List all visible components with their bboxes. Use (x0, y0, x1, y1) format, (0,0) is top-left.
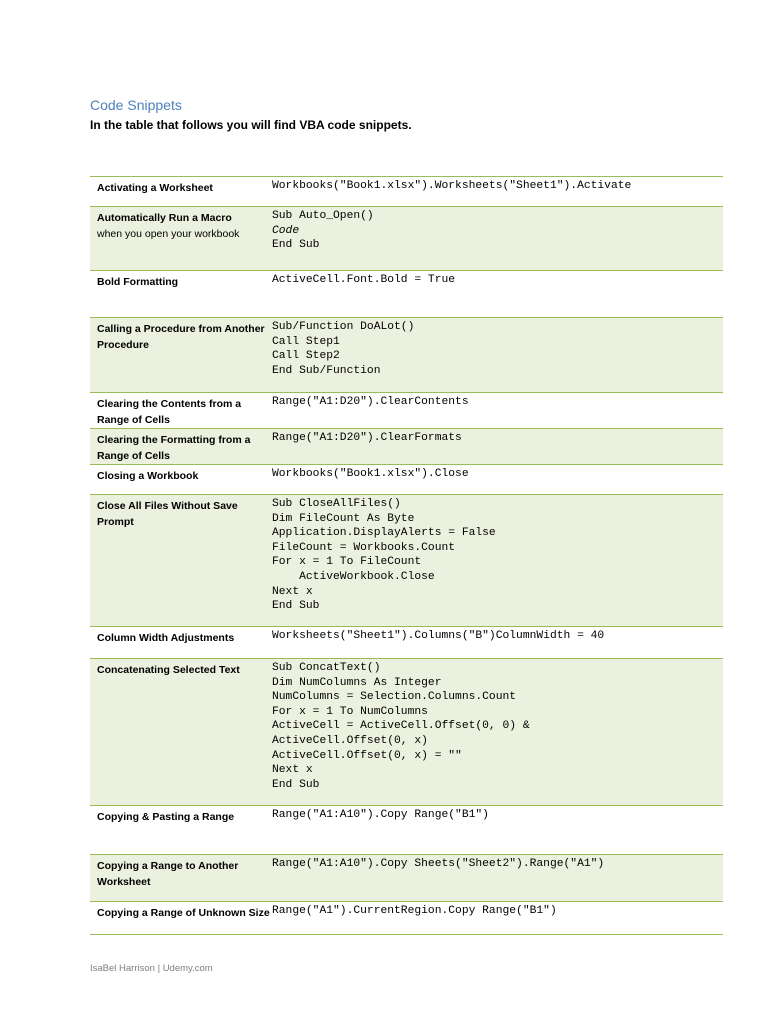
snippet-label-cell (90, 429, 271, 465)
snippet-label-cell (90, 627, 271, 659)
code-line: End Sub (272, 239, 320, 252)
table-row (90, 429, 723, 465)
snippet-title: Activating a Worksheet (97, 182, 213, 194)
snippet-title: Column Width Adjustments (97, 632, 235, 644)
code-line: Range("A1:D20").ClearContents (272, 396, 469, 408)
snippet-label-cell (90, 806, 271, 855)
code-line: Range("A1:D20").ClearFormats (272, 432, 462, 444)
table-row (90, 465, 723, 495)
code-line: Dim NumColumns As Integer (272, 676, 442, 689)
snippet-label-cell (90, 659, 271, 806)
code-line: Worksheets("Sheet1").Columns("B")ColumnWidth = 40 (272, 630, 605, 642)
code-line: Call Step1 (272, 335, 340, 348)
snippet-title: Calling a Procedure from Another Procedure (97, 323, 265, 351)
code-line: Workbooks("Book1.xlsx").Close (272, 468, 469, 480)
snippet-subtitle: when you open your workbook (97, 227, 240, 240)
snippet-code-cell (271, 902, 723, 935)
snippet-title: Concatenating Selected Text (97, 664, 240, 676)
code-snippets-table (90, 176, 723, 935)
code-line: FileCount = Workbooks.Count (272, 541, 456, 554)
code-line: Next x (272, 764, 313, 777)
intro-text: In the table that follows you will find VBA code snippets. (90, 118, 412, 132)
section-heading: Code Snippets (90, 97, 182, 113)
snippet-code-cell (271, 207, 723, 271)
code-line: Range("A1:A10").Copy Range("B1") (272, 809, 489, 821)
table-row (90, 627, 723, 659)
code-line: Dim FileCount As Byte (272, 512, 415, 525)
snippet-label-cell (90, 465, 271, 495)
snippet-code-cell (271, 271, 723, 318)
table-row (90, 318, 723, 393)
snippet-label-cell (90, 855, 271, 902)
table-row (90, 177, 723, 207)
snippet-code-cell (271, 393, 723, 429)
code-line: For x = 1 To NumColumns (272, 705, 428, 718)
code-line: Call Step2 (272, 350, 340, 363)
table-row (90, 659, 723, 806)
table-row (90, 271, 723, 318)
snippet-title: Bold Formatting (97, 276, 179, 288)
code-line: Workbooks("Book1.xlsx").Worksheets("Sheet1").Activate (272, 180, 632, 192)
snippet-label-cell (90, 495, 271, 627)
code-line: Sub CloseAllFiles() (272, 498, 401, 510)
snippet-title: Copying a Range to Another Worksheet (97, 860, 239, 888)
snippet-title: Close All Files Without Save Prompt (97, 500, 238, 528)
code-line: ActiveCell = ActiveCell.Offset(0, 0) & (272, 720, 530, 733)
table-row (90, 855, 723, 902)
snippet-code-cell (271, 177, 723, 207)
code-line: End Sub (272, 778, 320, 791)
snippet-title: Closing a Workbook (97, 470, 199, 482)
code-line: Range("A1").CurrentRegion.Copy Range("B1") (272, 905, 557, 917)
snippet-title: Automatically Run a Macro (97, 212, 232, 224)
page-footer: IsaBel Harrison | Udemy.com (90, 963, 213, 974)
code-line: Code (272, 224, 300, 237)
snippet-code-cell (271, 627, 723, 659)
snippet-code-cell (271, 318, 723, 393)
snippet-title: Copying & Pasting a Range (97, 811, 235, 823)
snippet-code-cell (271, 495, 723, 627)
code-line: Range("A1:A10").Copy Sheets("Sheet2").Range("A1") (272, 858, 605, 870)
table-row (90, 902, 723, 935)
snippet-label-cell (90, 271, 271, 318)
code-line: NumColumns = Selection.Columns.Count (272, 691, 517, 704)
code-line: ActiveWorkbook.Close (272, 570, 435, 583)
snippet-code-cell (271, 465, 723, 495)
snippet-label-cell (90, 207, 271, 271)
code-line: Application.DisplayAlerts = False (272, 527, 496, 540)
code-line: ActiveCell.Font.Bold = True (272, 274, 456, 286)
snippet-title: Clearing the Contents from a Range of Cells (97, 398, 242, 426)
snippet-label-cell (90, 177, 271, 207)
code-line: For x = 1 To FileCount (272, 556, 422, 569)
snippet-label-cell (90, 318, 271, 393)
table-row (90, 806, 723, 855)
snippet-label-cell (90, 902, 271, 935)
table-row (90, 495, 723, 627)
snippet-label-cell (90, 393, 271, 429)
snippet-code-cell (271, 806, 723, 855)
snippet-code-cell (271, 429, 723, 465)
table-row (90, 393, 723, 429)
snippet-title: Copying a Range of Unknown Size (97, 907, 270, 919)
snippet-code-cell (271, 659, 723, 806)
code-line: ActiveCell.Offset(0, x) = "" (272, 749, 462, 762)
code-line: ActiveCell.Offset(0, x) (272, 734, 428, 747)
code-line: End Sub (272, 600, 320, 613)
code-line: Next x (272, 585, 313, 598)
table-row (90, 207, 723, 271)
code-line: Sub Auto_Open() (272, 210, 374, 222)
snippet-code-cell (271, 855, 723, 902)
snippet-title: Clearing the Formatting from a Range of Cells (97, 434, 251, 462)
code-line: End Sub/Function (272, 364, 381, 377)
code-line: Sub ConcatText() (272, 662, 381, 674)
code-line: Sub/Function DoALot() (272, 321, 415, 333)
